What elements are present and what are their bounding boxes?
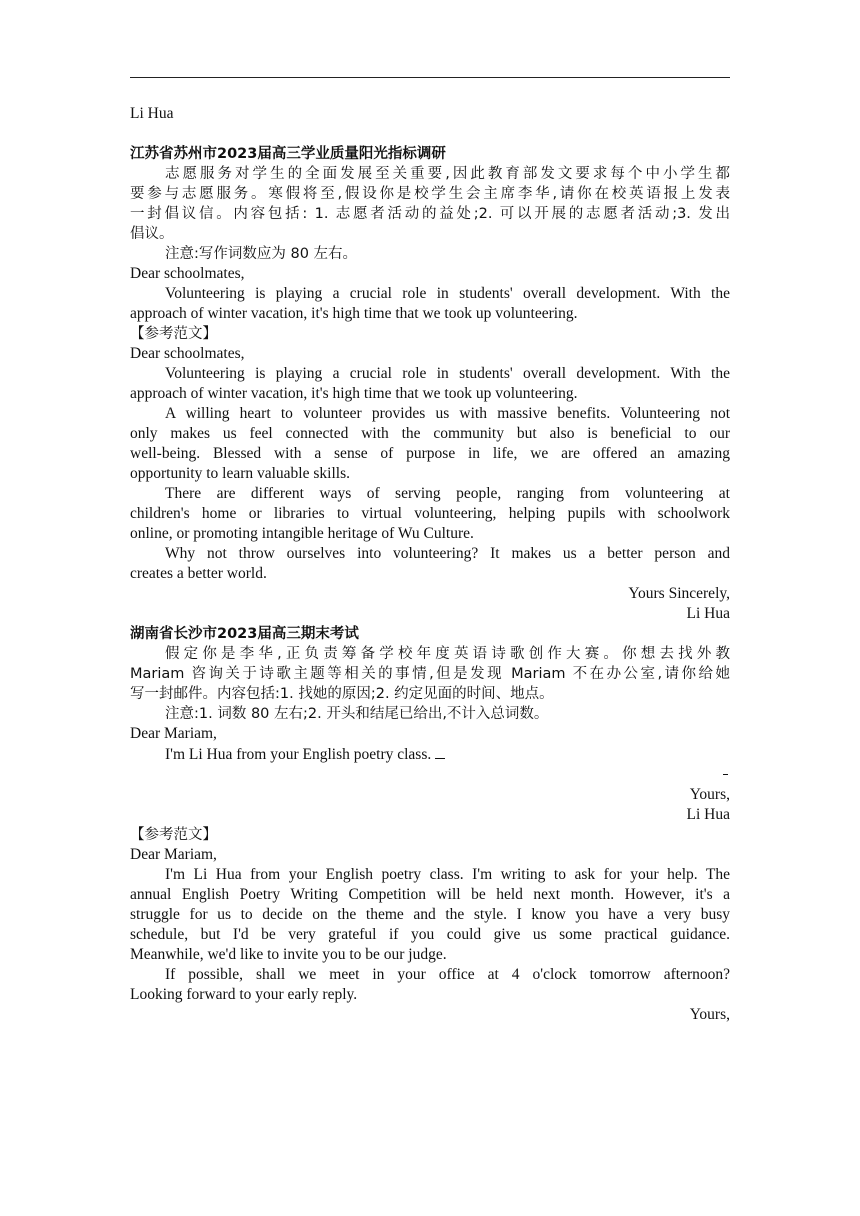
document-page — [130, 0, 730, 1025]
section2-ref-closing: Yours, — [689, 1006, 730, 1023]
given-line: Volunteering is playing a crucial role in students' overall development. With the — [165, 285, 730, 302]
text-line: approach of winter vacation, it's high time that we took up volunteering. — [130, 385, 578, 402]
text-line: I'm Li Hua from your English poetry class. I'm writing to ask for your help. The — [165, 866, 730, 883]
section2-prompt — [130, 644, 730, 704]
given-text: I'm Li Hua from your English poetry class. — [165, 746, 432, 763]
given-line: approach of winter vacation, it's high time that we took up volunteering. — [130, 305, 578, 322]
text-line: Why not throw ourselves into volunteering? It makes us a better person and — [165, 545, 730, 562]
section2-ref-greeting: Dear Mariam, — [130, 846, 217, 863]
text-line: There are different ways of serving people, ranging from volunteering at — [165, 485, 730, 502]
section2-signature: Li Hua — [686, 806, 730, 823]
ref-paragraph-1 — [130, 364, 730, 404]
text-line: creates a better world. — [130, 565, 267, 582]
section1-closing: Yours Sincerely, — [628, 585, 730, 602]
text-line: If possible, shall we meet in your office at 4 o'clock tomorrow afternoon? — [165, 966, 730, 983]
text-line: annual English Poetry Writing Competition will be held next month. However, it's a — [130, 886, 730, 903]
text-line: Volunteering is playing a crucial role in students' overall development. With the — [165, 365, 730, 382]
text-line: struggle for us to decide on the theme and the style. I know you have a very busy — [130, 906, 730, 923]
text-line: well-being. Blessed with a sense of purpose in life, we are offered an amazing — [130, 445, 730, 462]
ref-paragraph-4 — [130, 544, 730, 584]
prompt-line: 一封倡议信。内容包括: 1. 志愿者活动的益处;2. 可以开展的志愿者活动;3. 发出 — [130, 206, 730, 222]
text-line: only makes us feel connected with the community but also is beneficial to our — [130, 425, 730, 442]
ref-paragraph-3 — [130, 484, 730, 544]
text-line: opportunity to learn valuable skills. — [130, 465, 350, 482]
section2-closing: Yours, — [689, 786, 730, 803]
section2-title: 湖南省长沙市2023届高三期末考试 — [130, 626, 359, 642]
ref2-paragraph-1 — [130, 865, 730, 965]
ref-paragraph-2 — [130, 404, 730, 484]
section1-prompt — [130, 164, 730, 244]
section1-greeting: Dear schoolmates, — [130, 265, 245, 282]
text-line: schedule, but I'd be very grateful if you could give us some practical guidance. — [130, 926, 730, 943]
prompt-line: 要参与志愿服务。寒假将至,假设你是校学生会主席李华,请你在校英语报上发表 — [130, 186, 730, 202]
section1-title: 江苏省苏州市2023届高三学业质量阳光指标调研 — [130, 146, 446, 162]
prompt-line: 写一封邮件。内容包括:1. 找她的原因;2. 约定见面的时间、地点。 — [130, 686, 554, 702]
section2-ref-label: 【参考范文】 — [130, 827, 217, 843]
section1-signature: Li Hua — [686, 605, 730, 622]
text-line: Looking forward to your early reply. — [130, 986, 358, 1003]
answer-blank-line — [130, 765, 730, 785]
section2-greeting: Dear Mariam, — [130, 725, 217, 742]
section1-ref-greeting: Dear schoolmates, — [130, 345, 245, 362]
section1-ref-label: 【参考范文】 — [130, 326, 217, 342]
prompt-line: 假定你是李华,正负责筹备学校年度英语诗歌创作大赛。你想去找外教 — [165, 646, 730, 662]
ref2-paragraph-2 — [130, 965, 730, 1005]
top-name: Li Hua — [130, 105, 174, 122]
section1-note: 注意:写作词数应为 80 左右。 — [165, 246, 358, 262]
prompt-line: 倡议。 — [130, 226, 174, 242]
text-line: online, or promoting intangible heritage of Wu Culture. — [130, 525, 474, 542]
prompt-line: 志愿服务对学生的全面发展至关重要,因此教育部发文要求每个中小学生都 — [165, 166, 730, 182]
text-line: Meanwhile, we'd like to invite you to be our judge. — [130, 946, 447, 963]
prompt-line: Mariam 咨询关于诗歌主题等相关的事情,但是发现 Mariam 不在办公室,请你给她 — [130, 666, 730, 682]
text-line: A willing heart to volunteer provides us with massive benefits. Volunteering not — [165, 405, 730, 422]
text-line: children's home or libraries to virtual volunteering, helping pupils with schoolwork — [130, 505, 730, 522]
section2-note: 注意:1. 词数 80 左右;2. 开头和结尾已给出,不计入总词数。 — [165, 706, 549, 722]
answer-blank — [435, 744, 445, 759]
section2-given-line — [130, 744, 730, 765]
